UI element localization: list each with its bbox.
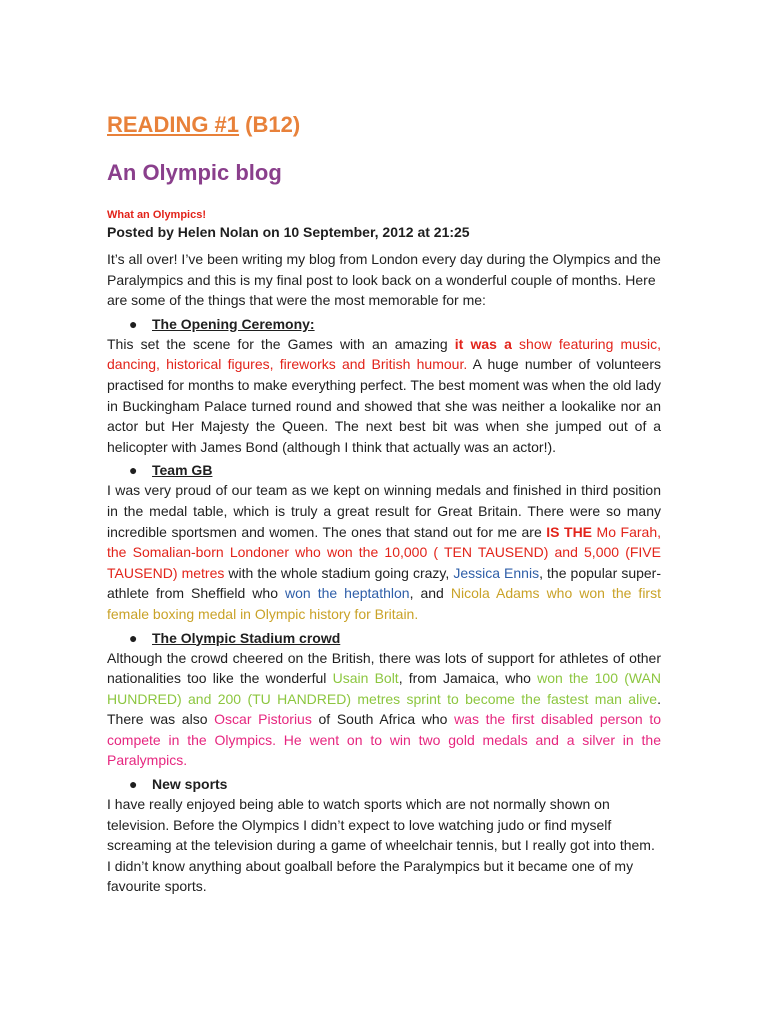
text-run: of South Africa who [311,711,455,728]
text-run: . There was also [107,690,661,728]
opening-ceremony-paragraph [107,334,661,458]
highlight-blue: won the heptathlon [285,585,410,602]
reading-link[interactable]: READING #1 [107,112,240,137]
section-heading-new-sports [107,774,661,794]
section-heading-team-gb [107,460,661,480]
post-byline: Posted by Helen Nolan on 10 September, 2012 at 21:25 [107,224,470,240]
highlight-green: won the 100 (WAN HUNDRED) and 200 (TU HANDRED) metres sprint to become the fastest man alive [107,670,661,707]
team-gb-paragraph [107,480,661,624]
intro-paragraph: It’s all over! I’ve been writing my blog from London every day during the Olympics and the Paralympics and this is my final post to look back on a wonderful couple of months. Here are some of the things that were the most memorable for me: [107,251,661,309]
text-run: , and [409,585,451,602]
section-title: Team GB [152,462,213,479]
highlight-pink: was the first disabled person to compete in the Olympics. He went on to win two gold medals and a silver in the Paralympics. [107,711,661,769]
highlight-bold-red: it was a [454,335,512,352]
post-kicker: What an Olympics! [107,209,207,221]
bullet-icon: ● [129,629,138,646]
highlight-green: Usain Bolt [332,670,399,687]
text-run: , the popular super-athlete from Sheffield who [107,564,661,602]
highlight-bold-red: IS THE [546,523,593,540]
bullet-icon: ● [129,776,138,793]
text-run: I was very proud of our team as we kept on winning medals and finished in third position in the medal table, which is truly a great result for Great Britain. There were so many incredible sportsmen and women. The ones that stand out for me are [107,482,661,540]
reading-heading [107,110,661,140]
document-content [107,110,661,897]
stadium-crowd-paragraph [107,648,661,772]
reading-code: (B12) [239,112,301,137]
text-run: A huge number of volunteers practised for months to make everything perfect. The best moment was when the old lady in Buckingham Palace turned round and showed that she was neither a lookalike nor an actor but Her Majesty the Queen. The next best bit was when she jumped out of a helicopter with James Bond (although I think that actually was an actor!). [107,356,661,455]
section-heading-opening-ceremony [107,314,661,334]
section-title: The Opening Ceremony: [152,315,315,332]
text-run: This set the scene for the Games with an amazing [107,335,455,352]
bullet-icon: ● [129,315,138,332]
section-heading-stadium-crowd [107,628,661,648]
highlight-red: Mo Farah, the Somalian-born Londoner who won the 10,000 ( TEN TAUSEND) and 5,000 (FIVE TAUSEND) metres [107,523,661,581]
highlight-pink: Oscar Pistorius [214,711,312,728]
section-title: The Olympic Stadium crowd [152,629,341,646]
text-run: with the whole stadium going crazy, [224,564,454,581]
text-run: Although the crowd cheered on the British, there was lots of support for athletes of other nationalities too like the wonderful [107,649,661,687]
bullet-icon: ● [129,462,138,479]
highlight-red: show featuring music, dancing, historical figures, fireworks and British humour. [107,335,661,373]
highlight-blue: Jessica Ennis [453,564,540,581]
section-title: New sports [152,776,228,793]
text-run: , from Jamaica, who [398,670,538,687]
highlight-gold: Nicola Adams who won the first female boxing medal in Olympic history for Britain. [107,585,661,622]
new-sports-paragraph: I have really enjoyed being able to watch sports which are not normally shown on television. Before the Olympics I didn’t expect to love watching judo or find myself screaming at the television during a game of wheelchair tennis, but I really got into them. I didn’t know anything about goalball before the Paralympics but it became one of my favourite sports. [107,796,655,895]
blog-title: An Olympic blog [107,160,282,185]
